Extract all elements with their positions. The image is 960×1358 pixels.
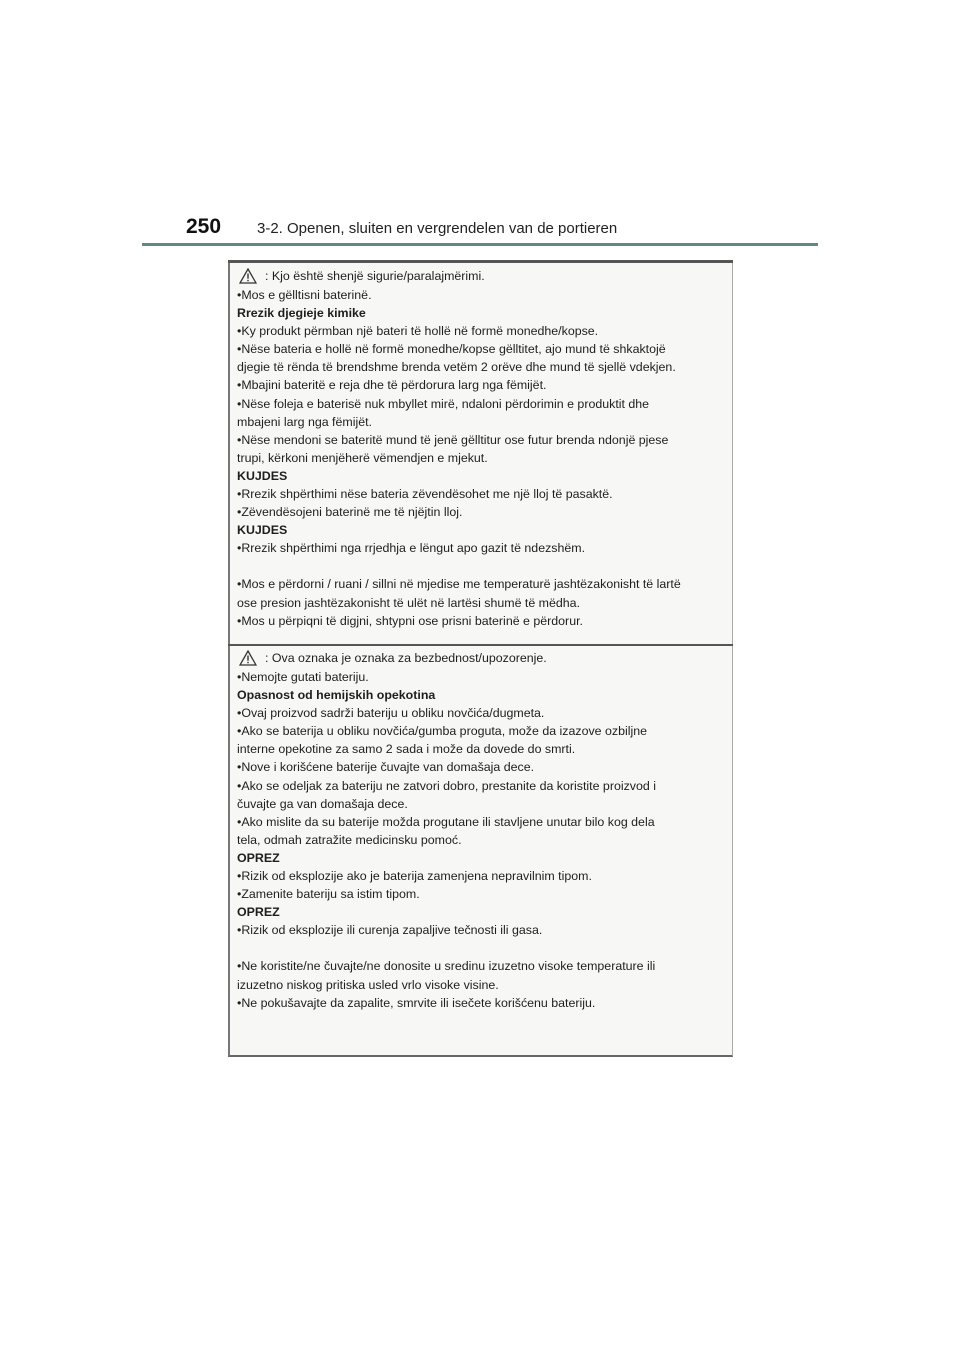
text-line: •Mos e përdorni / ruani / sillni në mjedise me temperaturë jashtëzakonisht të lartë bbox=[237, 577, 681, 592]
text-line: trupi, kërkoni menjëherë vëmendjen e mjekut. bbox=[237, 450, 488, 465]
label-top-border bbox=[228, 260, 733, 263]
text-line: •Zamenite bateriju sa istim tipom. bbox=[237, 887, 420, 902]
warning-triangle-icon bbox=[239, 268, 257, 284]
text-line: •Rizik od eksplozije ako je baterija zamenjena nepravilnim tipom. bbox=[237, 869, 592, 884]
text-line: •Mos e gëlltisni baterinë. bbox=[237, 288, 372, 302]
serbian-warning-block bbox=[237, 648, 717, 1012]
text-line: interne opekotine za samo 2 sada i može da dovede do smrti. bbox=[237, 742, 576, 757]
albanian-warning-row bbox=[237, 266, 717, 286]
text-line: OPREZ bbox=[237, 850, 280, 865]
text-line: mbajeni larg nga fëmijët. bbox=[237, 414, 372, 429]
header-rule bbox=[142, 243, 818, 246]
text-line: Opasnost od hemijskih opekotina bbox=[237, 688, 436, 703]
text-line: •Nemojte gutati bateriju. bbox=[237, 670, 369, 684]
text-line: •Ako mislite da su baterije možda progutane ili stavljene unutar bilo kog dela bbox=[237, 814, 655, 829]
page-header bbox=[0, 0, 960, 250]
text-line: •Mos u përpiqni të digjni, shtypni ose prisni baterinë e përdorur. bbox=[237, 613, 583, 628]
language-divider bbox=[228, 644, 733, 646]
text-line: •Ako se odeljak za bateriju ne zatvori dobro, prestanite da koristite proizvod i bbox=[237, 778, 656, 793]
text-line: •Ky produkt përmban një bateri të hollë në formë monedhe/kopse. bbox=[237, 324, 599, 339]
text-line: Rrezik djegieje kimike bbox=[237, 306, 366, 321]
text-line: •Nëse bateria e hollë në formë monedhe/kopse gëlltitet, ajo mund të shkaktojë bbox=[237, 342, 666, 357]
text-line: •Ne pokušavajte da zapalite, smrvite ili isečete korišćenu bateriju. bbox=[237, 995, 596, 1010]
text-line: •Ne koristite/ne čuvajte/ne donosite u sredinu izuzetno visoke temperature ili bbox=[237, 959, 656, 974]
text-line: KUJDES bbox=[237, 468, 288, 483]
text-line: •Mbajini bateritë e reja dhe të përdorura larg nga fëmijët. bbox=[237, 378, 547, 393]
text-line: čuvajte ga van domašaja dece. bbox=[237, 796, 408, 811]
text-line: OPREZ bbox=[237, 905, 280, 920]
serbian-warning-text: : Ova oznaka je oznaka za bezbednost/upozorenje. bbox=[265, 650, 547, 665]
serbian-lines bbox=[237, 668, 717, 1012]
warning-triangle-icon bbox=[239, 650, 257, 666]
albanian-warning-block bbox=[237, 266, 717, 630]
text-line: •Ako se baterija u obliku novčića/gumba proguta, može da izazove ozbiljne bbox=[237, 724, 648, 739]
albanian-lines bbox=[237, 286, 717, 630]
text-line: •Rizik od eksplozije ili curenja zapaljive tečnosti ili gasa. bbox=[237, 923, 543, 938]
page-number: 250 bbox=[186, 215, 222, 238]
text-line: izuzetno niskog pritiska usled vrlo visoke visine. bbox=[237, 977, 499, 992]
text-line: •Nëse mendoni se bateritë mund të jenë gëlltitur ose futur brenda ndonjë pjese bbox=[237, 432, 669, 447]
text-line: •Rrezik shpërthimi nëse bateria zëvendësohet me një lloj të pasaktë. bbox=[237, 487, 613, 502]
text-line: •Ovaj proizvod sadrži bateriju u obliku novčića/dugmeta. bbox=[237, 706, 545, 721]
albanian-warning-text: : Kjo është shenjë sigurie/paralajmërimi. bbox=[265, 268, 485, 283]
text-line: •Zëvendësojeni baterinë me të njëjtin lloj. bbox=[237, 505, 463, 520]
text-line: djegie të rënda të brendshme brenda vetëm 2 orëve dhe mund të sjellë vdekjen. bbox=[237, 360, 676, 375]
serbian-warning-row bbox=[237, 648, 717, 668]
text-line: •Nëse foleja e baterisë nuk mbyllet mirë, ndaloni përdorimin e produktit dhe bbox=[237, 396, 650, 411]
text-line: KUJDES bbox=[237, 523, 288, 538]
text-line: ose presion jashtëzakonisht të ulët në lartësi shumë të mëdha. bbox=[237, 595, 581, 610]
text-line: tela, odmah zatražite medicinsku pomoć. bbox=[237, 832, 462, 847]
text-line: •Nove i korišćene baterije čuvajte van domašaja dece. bbox=[237, 760, 535, 775]
text-line: •Rrezik shpërthimi nga rrjedhja e lëngut apo gazit të ndezshëm. bbox=[237, 541, 586, 556]
section-title: 3-2. Openen, sluiten en vergrendelen van de portieren bbox=[257, 220, 618, 237]
